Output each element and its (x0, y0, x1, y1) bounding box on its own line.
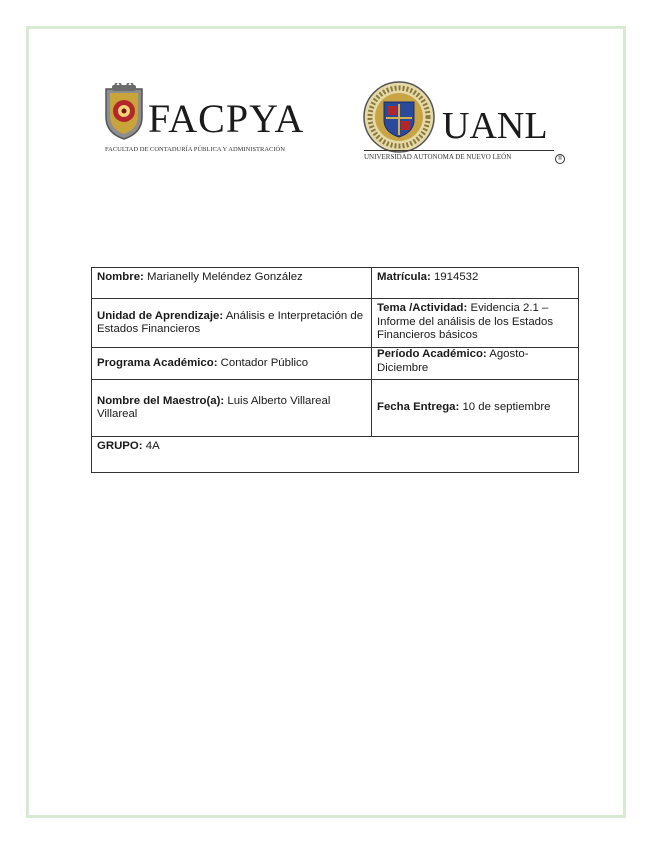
programa-label: Programa Académico: (97, 356, 218, 369)
programa-cell (92, 348, 372, 380)
table-row (92, 348, 579, 380)
cover-info-table (91, 267, 579, 473)
facpya-wordmark: FACPYA (148, 96, 305, 141)
registered-mark: ® (555, 154, 565, 164)
fecha-cell (372, 380, 579, 437)
uanl-subtitle: UNIVERSIDAD AUTONOMA DE NUEVO LEÓN (364, 153, 512, 161)
unidad-value: Análisis e Interpretación de Estados Financieros (97, 309, 364, 335)
uanl-wordmark: UANL (442, 105, 548, 147)
tema-value: Evidencia 2.1 – Informe del análisis de los Estados Financieros básicos (377, 302, 554, 341)
uanl-seal-icon (362, 80, 436, 154)
matricula-value: 1914532 (430, 271, 479, 283)
periodo-label: Período Académico: (377, 348, 487, 360)
periodo-cell (372, 348, 579, 380)
nombre-cell (92, 268, 372, 299)
nombre-value: Marianelly Meléndez González (143, 271, 303, 283)
tema-cell (372, 299, 579, 348)
unidad-label: Unidad de Aprendizaje: (97, 309, 224, 322)
matricula-label: Matrícula: (377, 271, 431, 283)
maestro-label: Nombre del Maestro(a): (97, 394, 225, 407)
nombre-label: Nombre: (97, 271, 144, 283)
facpya-crest-icon (102, 83, 146, 141)
facpya-subtitle: FACULTAD DE CONTADURÍA PÚBLICA Y ADMINISTRACIÓN (105, 146, 285, 153)
uanl-divider (364, 150, 554, 151)
matricula-cell (372, 268, 579, 299)
maestro-value: Luis Alberto Villareal Villareal (97, 394, 331, 420)
table-row (92, 437, 579, 473)
unidad-cell (92, 299, 372, 348)
maestro-cell (92, 380, 372, 437)
table-row (92, 268, 579, 299)
grupo-value: 4A (142, 440, 160, 452)
grupo-cell (92, 437, 579, 473)
uanl-logo (362, 80, 572, 166)
grupo-label: GRUPO: (97, 440, 143, 452)
table-row (92, 299, 579, 348)
periodo-value: Agosto-Diciembre (377, 348, 529, 374)
programa-value: Contador Público (217, 356, 309, 369)
tema-label: Tema /Actividad: (377, 302, 468, 314)
fecha-value: 10 de septiembre (459, 401, 551, 414)
table-row (92, 380, 579, 437)
facpya-logo (102, 83, 322, 159)
fecha-label: Fecha Entrega: (377, 401, 460, 414)
